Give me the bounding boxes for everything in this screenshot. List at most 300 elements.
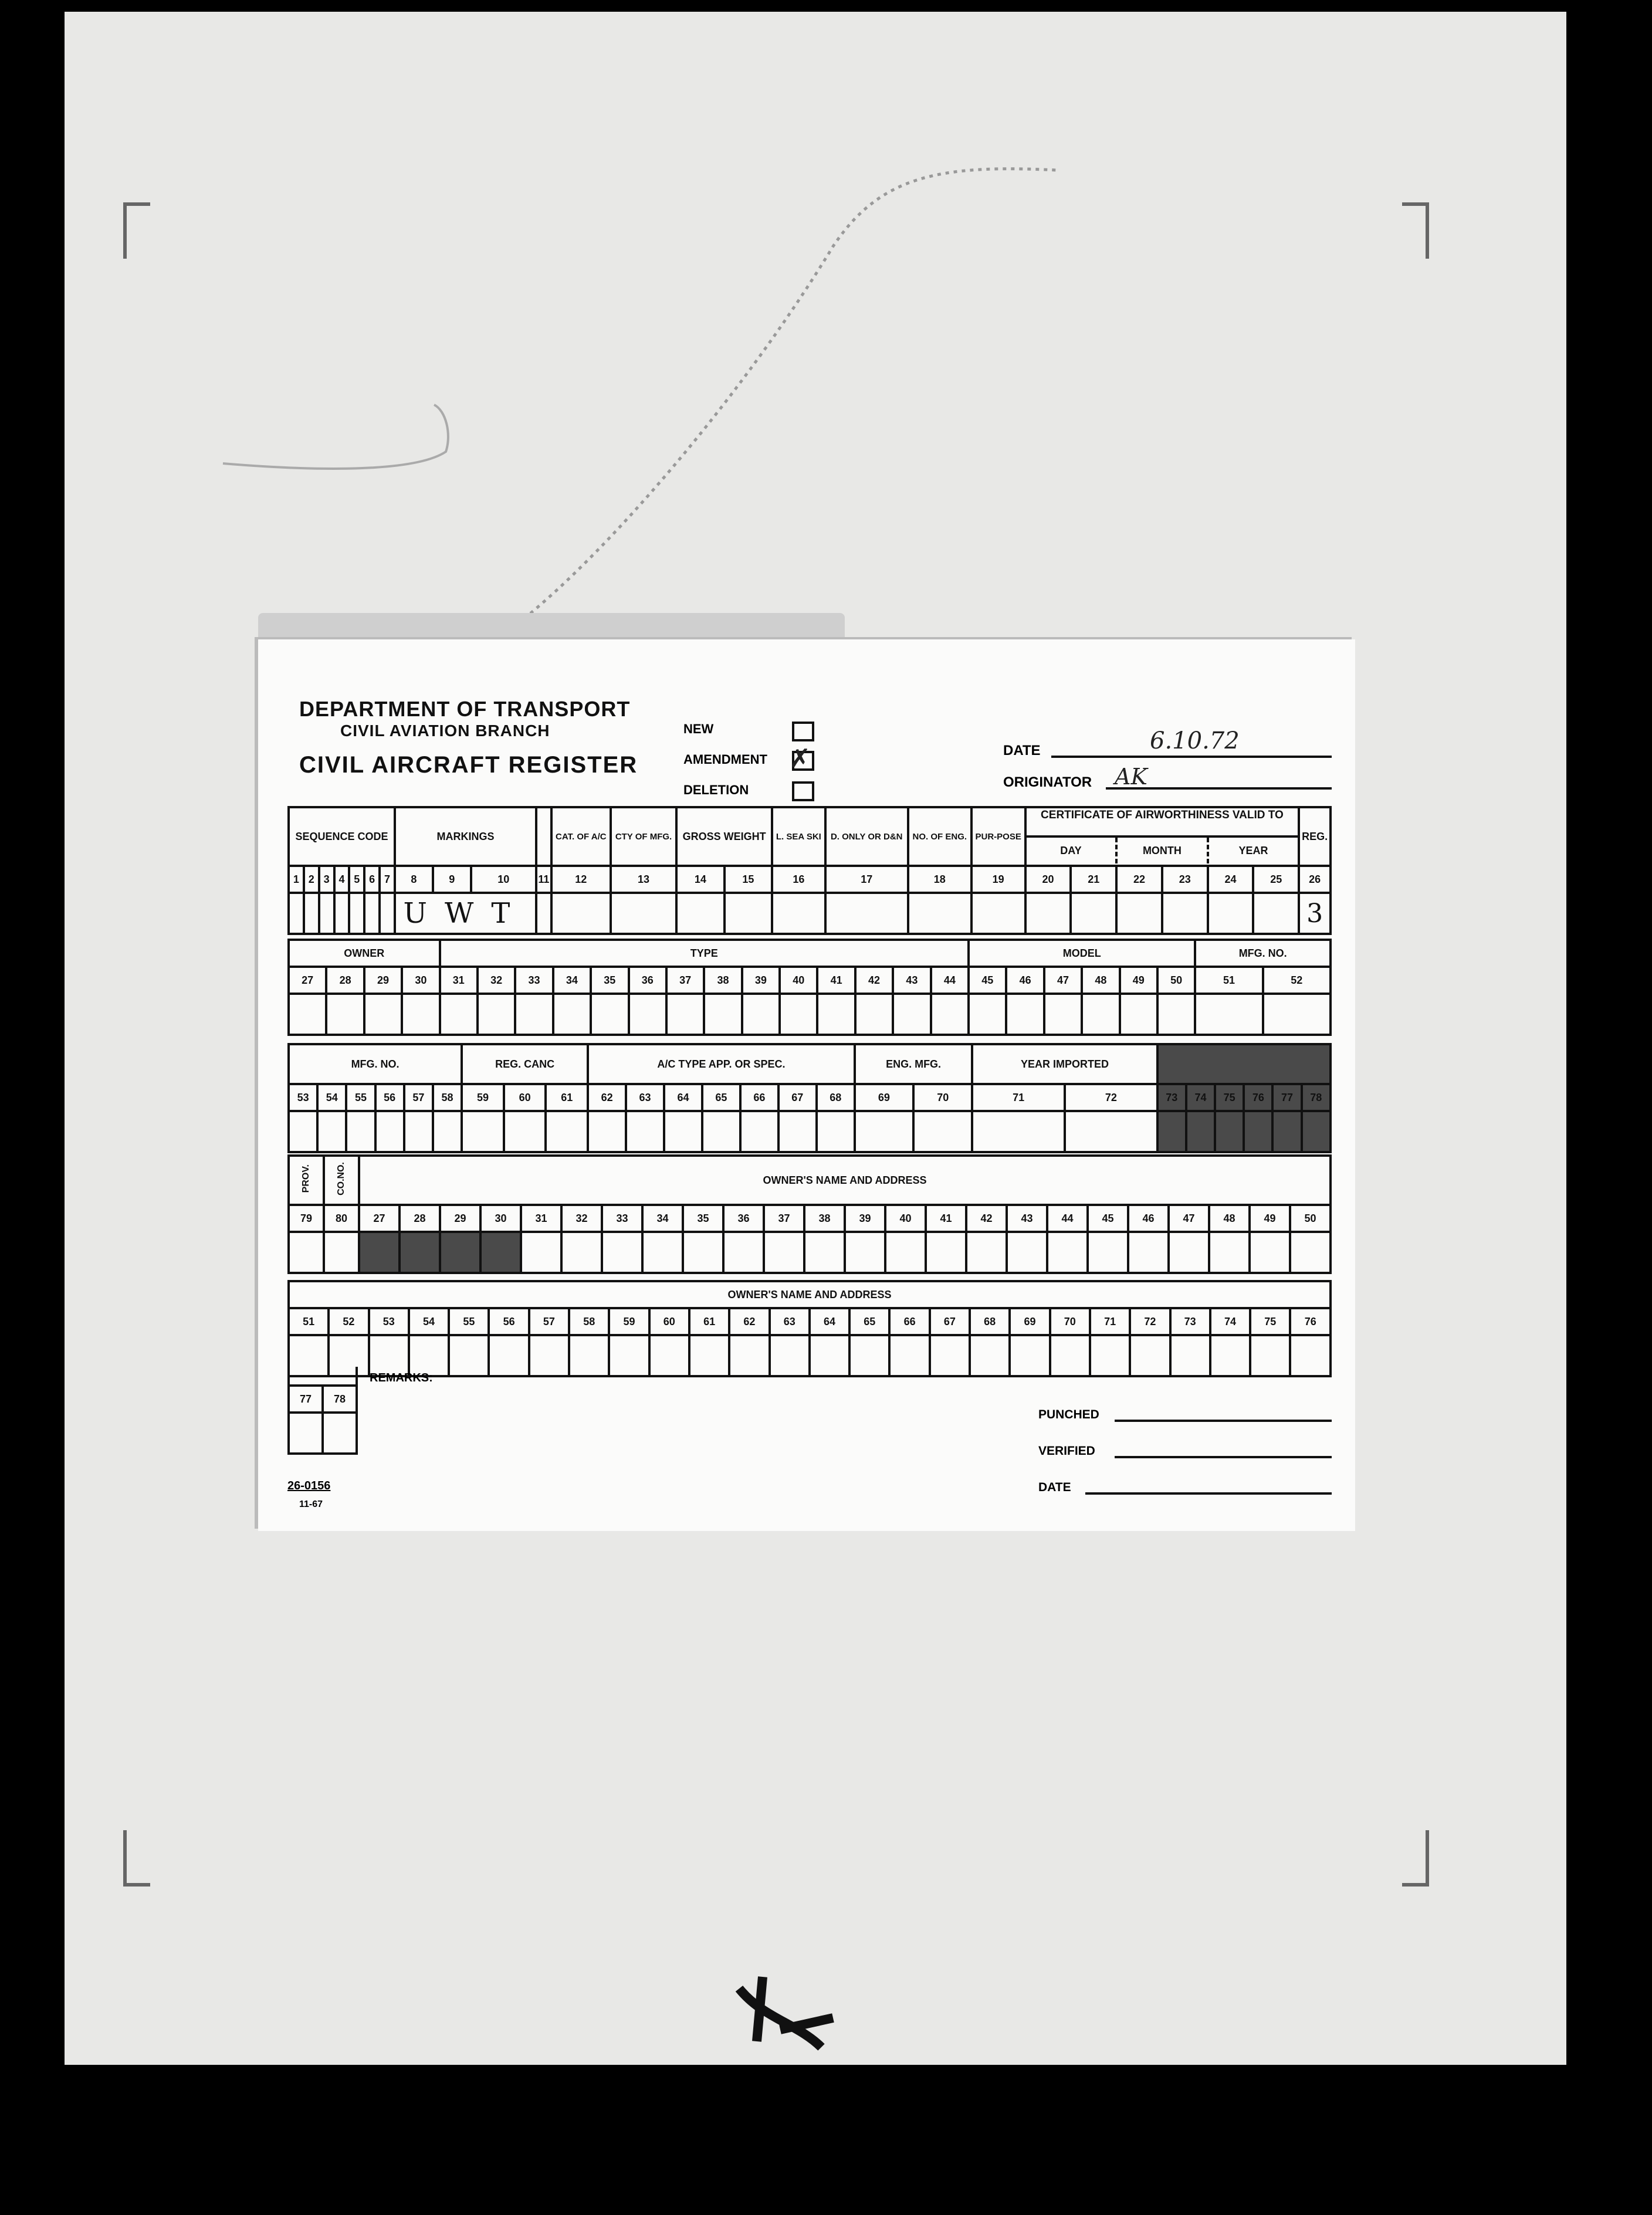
entry-cell[interactable] [1169,1232,1209,1273]
new-checkbox[interactable] [792,722,814,741]
entry-cell[interactable] [489,1335,529,1376]
column-number: 64 [810,1308,849,1335]
column-number: 37 [764,1205,804,1232]
no-eng-header: NO. OF ENG. [908,807,971,866]
column-number: 47 [1169,1205,1209,1232]
column-number: 68 [970,1308,1010,1335]
column-number: 61 [546,1084,588,1111]
column-number: 26 [1299,866,1331,893]
column-number: 10 [471,866,536,893]
form-date: 11-67 [299,1499,323,1509]
column-number: 33 [602,1205,642,1232]
column-number: 30 [402,967,439,994]
reg-header: REG. [1299,807,1331,866]
column-number: 66 [740,1084,778,1111]
entry-cell[interactable] [551,893,611,934]
column-number: 50 [1290,1205,1331,1232]
column-number: 42 [855,967,893,994]
column-number: 28 [400,1205,440,1232]
gross-weight-header: GROSS WEIGHT [676,807,772,866]
column-number: 34 [553,967,591,994]
section-sequence [287,806,1332,935]
column-number: 18 [908,866,971,893]
model-header: MODEL [969,940,1195,967]
column-number: 36 [723,1205,764,1232]
column-number: 31 [440,967,478,994]
verified-line[interactable] [1115,1456,1332,1458]
entry-cell[interactable] [778,1111,817,1152]
column-number: 6 [364,866,380,893]
entry-cell[interactable] [704,994,742,1035]
entry-cell[interactable] [1128,1232,1169,1273]
entry-cell[interactable] [1290,1232,1331,1273]
entry-cell[interactable] [380,893,395,934]
entry-cell[interactable] [1272,1111,1301,1152]
entry-cell[interactable] [1071,893,1116,934]
cono-header: CO.NO. [324,1156,359,1205]
entry-cell[interactable] [1088,1232,1128,1273]
entry-cell[interactable] [972,1111,1065,1152]
entry-cell[interactable] [402,994,439,1035]
entry-cell[interactable] [702,1111,740,1152]
owners-name-header-2: OWNER'S NAME AND ADDRESS [289,1281,1331,1308]
entry-cell[interactable]: 3 [1299,893,1331,934]
entry-cell[interactable] [970,1335,1010,1376]
entry-cell[interactable] [349,893,364,934]
shaded-block [1157,1044,1331,1084]
date-label: DATE [1003,743,1041,758]
entry-cell[interactable] [364,893,380,934]
reg-canc-header: REG. CANC [462,1044,588,1084]
column-number: 40 [885,1205,926,1232]
branch-title: CIVIL AVIATION BRANCH [340,722,550,740]
entry-cell[interactable] [1157,1111,1186,1152]
entry-cell[interactable] [1186,1111,1215,1152]
column-number: 39 [742,967,780,994]
column-number: 38 [704,967,742,994]
entry-cell[interactable] [546,1111,588,1152]
column-number: 72 [1065,1084,1157,1111]
check-mark-icon: ✗ [789,744,811,774]
entry-cell[interactable] [304,893,319,934]
entry-cell[interactable] [1215,1111,1244,1152]
column-number: 57 [404,1084,433,1111]
column-number: 59 [462,1084,504,1111]
column-number: 35 [591,967,628,994]
entry-cell[interactable] [289,994,326,1035]
entry-cell[interactable] [855,1111,913,1152]
column-number: 58 [433,1084,462,1111]
mfg-no-header-2: MFG. NO. [289,1044,462,1084]
entry-cell[interactable] [1209,1232,1250,1273]
column-number: 49 [1120,967,1157,994]
column-number: 2 [304,866,319,893]
column-number: 56 [489,1308,529,1335]
entry-cell[interactable] [683,1232,723,1273]
column-number: 78 [323,1386,357,1413]
entry-cell[interactable] [764,1232,804,1273]
column-number: 49 [1250,1205,1290,1232]
entry-cell[interactable] [324,1232,359,1273]
column-number: 48 [1209,1205,1250,1232]
eng-mfg-header: ENG. MFG. [855,1044,973,1084]
entry-cell[interactable] [1250,1232,1290,1273]
entry-cell[interactable] [334,893,350,934]
entry-cell[interactable] [364,994,402,1035]
column-number: 57 [529,1308,569,1335]
column-number: 43 [893,967,930,994]
entry-cell[interactable] [1157,994,1195,1035]
column-number: 42 [966,1205,1007,1232]
punched-line[interactable] [1115,1420,1332,1422]
entry-cell[interactable] [642,1232,683,1273]
entry-cell[interactable] [359,1232,400,1273]
column-number: 54 [409,1308,449,1335]
entry-cell[interactable] [1253,893,1299,934]
entry-cell[interactable] [462,1111,504,1152]
day-header: DAY [1027,838,1118,863]
entry-cell[interactable] [1263,994,1331,1035]
column-number: 20 [1025,866,1071,893]
section-owner-address-2 [287,1280,1332,1377]
entry-cell[interactable] [569,1335,609,1376]
column-number: 66 [889,1308,929,1335]
column-number: 14 [676,866,725,893]
column-number: 50 [1157,967,1195,994]
entry-cell[interactable] [908,893,971,934]
column-number: 74 [1210,1308,1250,1335]
deletion-checkbox[interactable] [792,781,814,801]
column-number: 52 [329,1308,368,1335]
column-number: 74 [1186,1084,1215,1111]
column-number: 70 [913,1084,972,1111]
column-number: 36 [629,967,666,994]
column-number: 8 [395,866,433,893]
column-number: 73 [1157,1084,1186,1111]
markings-value[interactable]: UWT [395,893,536,934]
entry-cell[interactable] [825,893,908,934]
entry-cell[interactable] [810,1335,849,1376]
entry-cell[interactable] [1025,893,1071,934]
entry-cell[interactable] [629,994,666,1035]
entry-cell[interactable] [369,1335,409,1376]
owners-name-header: OWNER'S NAME AND ADDRESS [359,1156,1331,1205]
punched-label: PUNCHED [1038,1408,1099,1421]
entry-cell[interactable] [966,1232,1007,1273]
entry-cell[interactable] [971,893,1025,934]
owner-header: OWNER [289,940,440,967]
entry-cell[interactable] [1050,1335,1090,1376]
markings-header: MARKINGS [395,807,536,866]
column-number: 15 [725,866,773,893]
column-number: 9 [433,866,471,893]
entry-cell[interactable] [1047,1232,1088,1273]
column-number: 63 [626,1084,664,1111]
originator-value[interactable]: AK [1115,764,1147,790]
entry-cell[interactable] [729,1335,769,1376]
entry-cell[interactable] [1120,994,1157,1035]
entry-cell[interactable] [529,1335,569,1376]
entry-cell[interactable] [1065,1111,1157,1152]
column-number: 59 [609,1308,649,1335]
d-only-header: D. ONLY OR D&N [825,807,908,866]
register-title: CIVIL AIRCRAFT REGISTER [299,752,638,778]
entry-cell[interactable] [626,1111,664,1152]
option-amendment-label: AMENDMENT [683,752,767,767]
ac-type-header: A/C TYPE APP. OR SPEC. [588,1044,855,1084]
entry-cell[interactable] [649,1335,689,1376]
entry-cell[interactable] [772,893,825,934]
entry-cell[interactable] [289,1111,317,1152]
entry-cell[interactable] [780,994,817,1035]
entry-cell[interactable] [289,893,304,934]
column-number: 38 [804,1205,845,1232]
entry-cell[interactable] [1244,1111,1272,1152]
column-number: 71 [972,1084,1065,1111]
column-number: 69 [1010,1308,1050,1335]
column-number: 73 [1170,1308,1210,1335]
entry-cell[interactable] [289,1232,324,1273]
entry-cell[interactable] [1170,1335,1210,1376]
entry-cell[interactable] [449,1335,489,1376]
entry-cell[interactable] [591,994,628,1035]
column-number: 69 [855,1084,913,1111]
entry-cell[interactable] [845,1232,885,1273]
entry-cell[interactable] [770,1335,810,1376]
entry-cell[interactable] [504,1111,546,1152]
entry-cell[interactable] [893,994,930,1035]
column-number: 61 [689,1308,729,1335]
column-number: 41 [926,1205,966,1232]
entry-cell[interactable] [440,1232,480,1273]
entry-cell[interactable] [400,1232,440,1273]
column-number: 32 [478,967,515,994]
column-number: 12 [551,866,611,893]
entry-cell[interactable] [433,1111,462,1152]
column-number: 1 [289,866,304,893]
entry-cell[interactable] [323,1413,357,1454]
column-number: 46 [1006,967,1044,994]
entry-cell[interactable] [1006,994,1044,1035]
entry-cell[interactable] [689,1335,729,1376]
column-number: 44 [1047,1205,1088,1232]
entry-cell[interactable] [602,1232,642,1273]
entry-cell[interactable] [1250,1335,1290,1376]
column-number: 55 [346,1084,375,1111]
entry-cell[interactable] [611,893,676,934]
entry-cell[interactable] [561,1232,602,1273]
column-number: 78 [1302,1084,1331,1111]
column-number: 54 [317,1084,346,1111]
entry-cell[interactable] [1044,994,1082,1035]
column-number: 72 [1130,1308,1170,1335]
column-number: 27 [289,967,326,994]
month-header: MONTH [1118,838,1209,863]
column-number: 76 [1290,1308,1331,1335]
entry-cell[interactable] [969,994,1006,1035]
date-value[interactable]: 6.10.72 [1150,727,1240,754]
entry-cell[interactable] [521,1232,561,1273]
column-number: 24 [1208,866,1254,893]
column-number: 29 [440,1205,480,1232]
entry-cell[interactable] [804,1232,845,1273]
entry-cell[interactable] [913,1111,972,1152]
verified-label: VERIFIED [1038,1444,1095,1458]
column-number: 44 [931,967,969,994]
entry-cell[interactable] [1302,1111,1331,1152]
column-number: 34 [642,1205,683,1232]
column-number: 45 [1088,1205,1128,1232]
entry-cell[interactable] [1116,893,1162,934]
entry-cell[interactable] [817,1111,855,1152]
column-number: 55 [449,1308,489,1335]
entry-cell[interactable] [817,994,855,1035]
entry-cell[interactable] [676,893,725,934]
column-number: 68 [817,1084,855,1111]
entry-cell[interactable] [409,1335,449,1376]
form-number: 26-0156 [287,1479,331,1492]
entry-cell[interactable] [931,994,969,1035]
remarks-label: REMARKS: [370,1371,433,1384]
entry-cell[interactable] [326,994,364,1035]
entry-cell[interactable] [849,1335,889,1376]
column-number: 62 [588,1084,626,1111]
entry-cell[interactable] [666,994,704,1035]
column-number: 27 [359,1205,400,1232]
civil-aircraft-register-card [258,639,1355,1531]
sea-ski-header: L. SEA SKI [772,807,825,866]
column-number: 4 [334,866,350,893]
entry-cell[interactable] [404,1111,433,1152]
entry-cell[interactable] [1210,1335,1250,1376]
column-number: 75 [1215,1084,1244,1111]
year-imported-header: YEAR IMPORTED [972,1044,1157,1084]
column-number: 41 [817,967,855,994]
date2-line[interactable] [1085,1492,1332,1495]
column-number: 48 [1082,967,1119,994]
column-number: 21 [1071,866,1116,893]
column-number: 17 [825,866,908,893]
entry-cell[interactable] [289,1413,323,1454]
column-number: 11 [536,866,551,893]
column-number: 33 [515,967,553,994]
entry-cell[interactable] [319,893,334,934]
entry-cell[interactable] [536,893,551,934]
entry-cell[interactable] [609,1335,649,1376]
entry-cell[interactable] [742,994,780,1035]
column-number: 53 [369,1308,409,1335]
column-number: 79 [289,1205,324,1232]
column-number: 43 [1007,1205,1047,1232]
originator-label: ORIGINATOR [1003,774,1092,790]
column-number: 32 [561,1205,602,1232]
column-number: 71 [1090,1308,1130,1335]
column-number: 56 [375,1084,404,1111]
column-number: 65 [849,1308,889,1335]
column-number: 53 [289,1084,317,1111]
entry-cell[interactable] [664,1111,702,1152]
entry-cell[interactable] [480,1232,521,1273]
entry-cell[interactable] [1162,893,1208,934]
prov-header: PROV. [289,1156,324,1205]
entry-cell[interactable] [723,1232,764,1273]
entry-cell[interactable] [725,893,773,934]
column-number: 5 [349,866,364,893]
column-number: 62 [729,1308,769,1335]
entry-cell[interactable] [885,1232,926,1273]
blank-header [536,807,551,866]
column-number: 16 [772,866,825,893]
entry-cell[interactable] [889,1335,929,1376]
year-header: YEAR [1238,845,1268,856]
column-number: 80 [324,1205,359,1232]
column-number: 60 [649,1308,689,1335]
entry-cell[interactable] [740,1111,778,1152]
column-number: 65 [702,1084,740,1111]
entry-cell[interactable] [588,1111,626,1152]
section-77-78 [287,1367,358,1455]
column-number: 64 [664,1084,702,1111]
entry-cell[interactable] [346,1111,375,1152]
option-deletion-label: DELETION [683,783,749,797]
entry-cell[interactable] [1010,1335,1050,1376]
entry-cell[interactable] [375,1111,404,1152]
entry-cell[interactable] [478,994,515,1035]
column-number: 47 [1044,967,1082,994]
column-number: 3 [319,866,334,893]
option-new-label: NEW [683,722,714,736]
entry-cell[interactable] [553,994,591,1035]
entry-cell[interactable] [855,994,893,1035]
certificate-header: CERTIFICATE OF AIRWORTHINESS VALID TO DAY MONTH YEAR [1025,807,1299,866]
column-number: 63 [770,1308,810,1335]
column-number: 45 [969,967,1006,994]
entry-cell[interactable] [926,1232,966,1273]
column-number: 7 [380,866,395,893]
column-number: 51 [1195,967,1262,994]
purpose-header: PUR-POSE [971,807,1025,866]
column-number: 29 [364,967,402,994]
entry-cell[interactable] [1208,893,1254,934]
section-mfg [287,1043,1332,1153]
column-number: 23 [1162,866,1208,893]
column-number: 52 [1263,967,1331,994]
column-number: 19 [971,866,1025,893]
entry-cell[interactable] [1090,1335,1130,1376]
entry-cell[interactable] [1195,994,1262,1035]
column-number: 25 [1253,866,1299,893]
entry-cell[interactable] [1130,1335,1170,1376]
entry-cell[interactable] [317,1111,346,1152]
entry-cell[interactable] [1290,1335,1331,1376]
column-number: 22 [1116,866,1162,893]
column-number: 39 [845,1205,885,1232]
entry-cell[interactable] [1082,994,1119,1035]
column-number: 60 [504,1084,546,1111]
entry-cell[interactable] [440,994,478,1035]
column-number: 37 [666,967,704,994]
column-number: 51 [289,1308,329,1335]
column-number: 35 [683,1205,723,1232]
column-number: 28 [326,967,364,994]
entry-cell[interactable] [1007,1232,1047,1273]
column-number: 31 [521,1205,561,1232]
entry-cell[interactable] [515,994,553,1035]
sequence-code-header: SEQUENCE CODE [289,807,395,866]
cty-header: CTY OF MFG. [611,807,676,866]
entry-cell[interactable] [930,1335,970,1376]
column-number: 40 [780,967,817,994]
